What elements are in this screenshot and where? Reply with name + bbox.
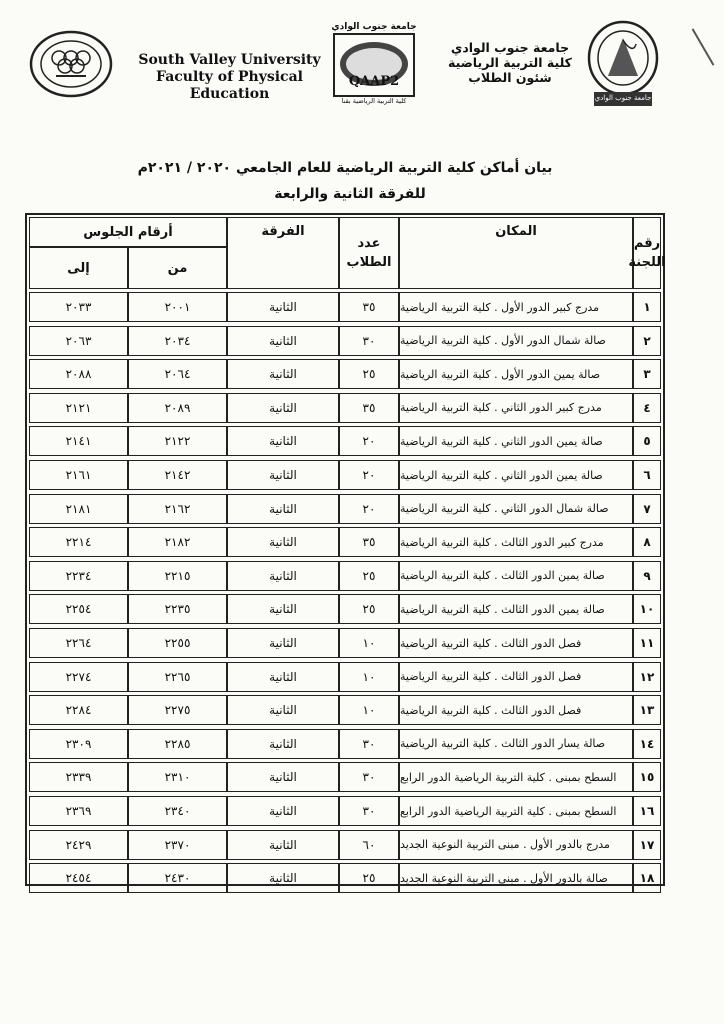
cell-place: فصل الدور الثالث . كلية التربية الرياضية: [399, 695, 633, 725]
cell-place: مدرج كبير الدور الثالث . كلية التربية الرياضية: [399, 527, 633, 557]
table-row: [29, 628, 661, 660]
table-row: [29, 494, 661, 526]
cell-to: ٢١٤١: [29, 426, 128, 456]
cell-committee: ١٦: [633, 796, 661, 826]
cell-from: ٢١٦٢: [128, 494, 227, 524]
cell-place: مدرج كبير الدور الأول . كلية التربية الرياضية: [399, 292, 633, 322]
cell-level: الثانية: [227, 863, 339, 893]
table-row: [29, 594, 661, 626]
cell-committee: ٥: [633, 426, 661, 456]
cell-level: الثانية: [227, 460, 339, 490]
cell-place: صالة يمين الدور الأول . كلية التربية الرياضية: [399, 359, 633, 389]
qaap-logo-top-text: جامعة جنوب الوادي: [331, 22, 417, 32]
qaap-logo-bottom-text: كلية التربية الرياضية بقنا: [341, 97, 407, 105]
table-row: [29, 830, 661, 862]
cell-to: ٢٠٨٨: [29, 359, 128, 389]
table-header: [29, 217, 666, 289]
cell-to: ٢٢٦٤: [29, 628, 128, 658]
cell-level: الثانية: [227, 796, 339, 826]
faculty-ar-line: كلية التربية الرياضية: [448, 55, 572, 70]
cell-count: ٣٠: [339, 729, 399, 759]
page-subtitle: للفرقة الثانية والرابعة: [274, 186, 426, 202]
cell-committee: ١٢: [633, 662, 661, 692]
cell-committee: ١٤: [633, 729, 661, 759]
cell-from: ٢٢٥٥: [128, 628, 227, 658]
table-row: [29, 695, 661, 727]
cell-from: ٢٠٦٤: [128, 359, 227, 389]
cell-committee: ١٠: [633, 594, 661, 624]
cell-to: ٢٠٦٣: [29, 326, 128, 356]
cell-from: ٢٢٧٥: [128, 695, 227, 725]
cell-to: ٢٣٦٩: [29, 796, 128, 826]
seating-table: [25, 213, 665, 886]
cell-count: ٢٥: [339, 594, 399, 624]
cell-from: ٢٢٨٥: [128, 729, 227, 759]
cell-committee: ٣: [633, 359, 661, 389]
cell-committee: ٩: [633, 561, 661, 591]
table-row: [29, 729, 661, 761]
cell-to: ٢٤٥٤: [29, 863, 128, 893]
cell-level: الثانية: [227, 292, 339, 322]
table-row: [29, 527, 661, 559]
cell-count: ٢٥: [339, 359, 399, 389]
cell-committee: ١: [633, 292, 661, 322]
cell-place: صالة بالدور الأول . مبنى التربية النوعية الجديد: [399, 863, 633, 893]
qaap-logo-text: QAAP2: [348, 74, 400, 89]
cell-to: ٢٠٣٣: [29, 292, 128, 322]
header-from: من: [128, 247, 227, 289]
cell-count: ٢٠: [339, 494, 399, 524]
cell-level: الثانية: [227, 662, 339, 692]
cell-from: ٢٠٨٩: [128, 393, 227, 423]
dept-ar-line: شئون الطلاب: [468, 70, 552, 85]
cell-place: صالة يمين الدور الثالث . كلية التربية الرياضية: [399, 594, 633, 624]
table-row: [29, 426, 661, 458]
cell-from: ٢٣٤٠: [128, 796, 227, 826]
cell-count: ٣٥: [339, 527, 399, 557]
cell-to: ٢١٢١: [29, 393, 128, 423]
cell-to: ٢٢٨٤: [29, 695, 128, 725]
cell-place: صالة يسار الدور الثالث . كلية التربية الرياضية: [399, 729, 633, 759]
cell-from: ٢٤٣٠: [128, 863, 227, 893]
table-row: [29, 292, 661, 324]
cell-committee: ٨: [633, 527, 661, 557]
cell-from: ٢٢٣٥: [128, 594, 227, 624]
qaap-logo-icon: [326, 20, 422, 104]
header-place: المكان: [399, 217, 633, 289]
university-name-en: [132, 52, 327, 103]
header-count: عدد الطلاب: [339, 217, 399, 289]
cell-level: الثانية: [227, 359, 339, 389]
page-title: بيان أماكن كلية التربية الرياضية للعام الجامعي ٢٠٢٠ / ٢٠٢١م: [137, 160, 553, 176]
table-row: [29, 393, 661, 425]
cell-count: ١٠: [339, 662, 399, 692]
header-committee: رقم اللجنة: [633, 217, 661, 289]
cell-count: ٣٥: [339, 292, 399, 322]
cell-count: ٢٠: [339, 426, 399, 456]
pen-mark: [692, 28, 715, 65]
cell-committee: ١٨: [633, 863, 661, 893]
cell-committee: ١٣: [633, 695, 661, 725]
cell-level: الثانية: [227, 830, 339, 860]
cell-place: السطح بمبنى . كلية التربية الرياضية الدور الرابع: [399, 762, 633, 792]
cell-to: ٢٣٣٩: [29, 762, 128, 792]
table-row: [29, 561, 661, 593]
cell-level: الثانية: [227, 561, 339, 591]
table-row: [29, 863, 661, 895]
cell-to: ٢٢٧٤: [29, 662, 128, 692]
table-row: [29, 662, 661, 694]
cell-from: ٢٣١٠: [128, 762, 227, 792]
cell-level: الثانية: [227, 762, 339, 792]
cell-place: مدرج بالدور الأول . مبنى التربية النوعية الجديد: [399, 830, 633, 860]
faculty-logo-icon: [26, 28, 116, 100]
cell-place: السطح بمبنى . كلية التربية الرياضية الدور الرابع: [399, 796, 633, 826]
cell-place: مدرج كبير الدور الثاني . كلية التربية الرياضية: [399, 393, 633, 423]
cell-to: ٢١٨١: [29, 494, 128, 524]
cell-from: ٢٠٣٤: [128, 326, 227, 356]
cell-count: ٢٥: [339, 561, 399, 591]
cell-to: ٢٢١٤: [29, 527, 128, 557]
table-row: [29, 762, 661, 794]
cell-from: ٢٣٧٠: [128, 830, 227, 860]
university-logo-text: جامعة جنوب الوادي: [594, 94, 652, 102]
cell-place: صالة شمال الدور الثاني . كلية التربية الرياضية: [399, 494, 633, 524]
faculty-en-line: Faculty of Physical Education: [156, 69, 303, 102]
cell-committee: ٦: [633, 460, 661, 490]
cell-from: ٢١٤٢: [128, 460, 227, 490]
cell-count: ٦٠: [339, 830, 399, 860]
cell-from: ٢٠٠١: [128, 292, 227, 322]
cell-count: ١٠: [339, 628, 399, 658]
header-seats: أرقام الجلوس: [29, 217, 227, 247]
cell-place: صالة شمال الدور الأول . كلية التربية الرياضية: [399, 326, 633, 356]
cell-level: الثانية: [227, 494, 339, 524]
cell-committee: ١١: [633, 628, 661, 658]
qaap-logo: [326, 20, 422, 104]
cell-count: ٣٠: [339, 796, 399, 826]
cell-level: الثانية: [227, 527, 339, 557]
cell-count: ٢٠: [339, 460, 399, 490]
cell-level: الثانية: [227, 426, 339, 456]
cell-from: ٢٢١٥: [128, 561, 227, 591]
cell-from: ٢٢٦٥: [128, 662, 227, 692]
cell-level: الثانية: [227, 326, 339, 356]
university-ar-line: جامعة جنوب الوادي: [450, 40, 570, 55]
university-en-line: South Valley University: [138, 52, 321, 68]
cell-to: ٢٤٢٩: [29, 830, 128, 860]
cell-count: ٣٥: [339, 393, 399, 423]
cell-level: الثانية: [227, 393, 339, 423]
cell-level: الثانية: [227, 695, 339, 725]
cell-committee: ٤: [633, 393, 661, 423]
table-row: [29, 796, 661, 828]
cell-from: ٢١٢٢: [128, 426, 227, 456]
cell-level: الثانية: [227, 594, 339, 624]
cell-place: صالة يمين الدور الثاني . كلية التربية الرياضية: [399, 460, 633, 490]
table-row: [29, 359, 661, 391]
header-to: إلى: [29, 247, 128, 289]
cell-to: ٢٢٥٤: [29, 594, 128, 624]
cell-to: ٢٣٠٩: [29, 729, 128, 759]
cell-place: فصل الدور الثالث . كلية التربية الرياضية: [399, 628, 633, 658]
cell-count: ٢٥: [339, 863, 399, 893]
cell-committee: ٧: [633, 494, 661, 524]
cell-level: الثانية: [227, 729, 339, 759]
university-logo: [584, 18, 662, 112]
cell-count: ٣٠: [339, 326, 399, 356]
cell-count: ١٠: [339, 695, 399, 725]
cell-committee: ١٧: [633, 830, 661, 860]
university-name-ar: [440, 40, 580, 85]
cell-place: فصل الدور الثالث . كلية التربية الرياضية: [399, 662, 633, 692]
header-level: الفرقة: [227, 217, 339, 289]
cell-committee: ١٥: [633, 762, 661, 792]
table-row: [29, 326, 661, 358]
cell-to: ٢٢٣٤: [29, 561, 128, 591]
table-row: [29, 460, 661, 492]
cell-level: الثانية: [227, 628, 339, 658]
cell-from: ٢١٨٢: [128, 527, 227, 557]
cell-place: صالة يمين الدور الثاني . كلية التربية الرياضية: [399, 426, 633, 456]
cell-to: ٢١٦١: [29, 460, 128, 490]
cell-place: صالة يمين الدور الثالث . كلية التربية الرياضية: [399, 561, 633, 591]
cell-count: ٣٠: [339, 762, 399, 792]
cell-committee: ٢: [633, 326, 661, 356]
